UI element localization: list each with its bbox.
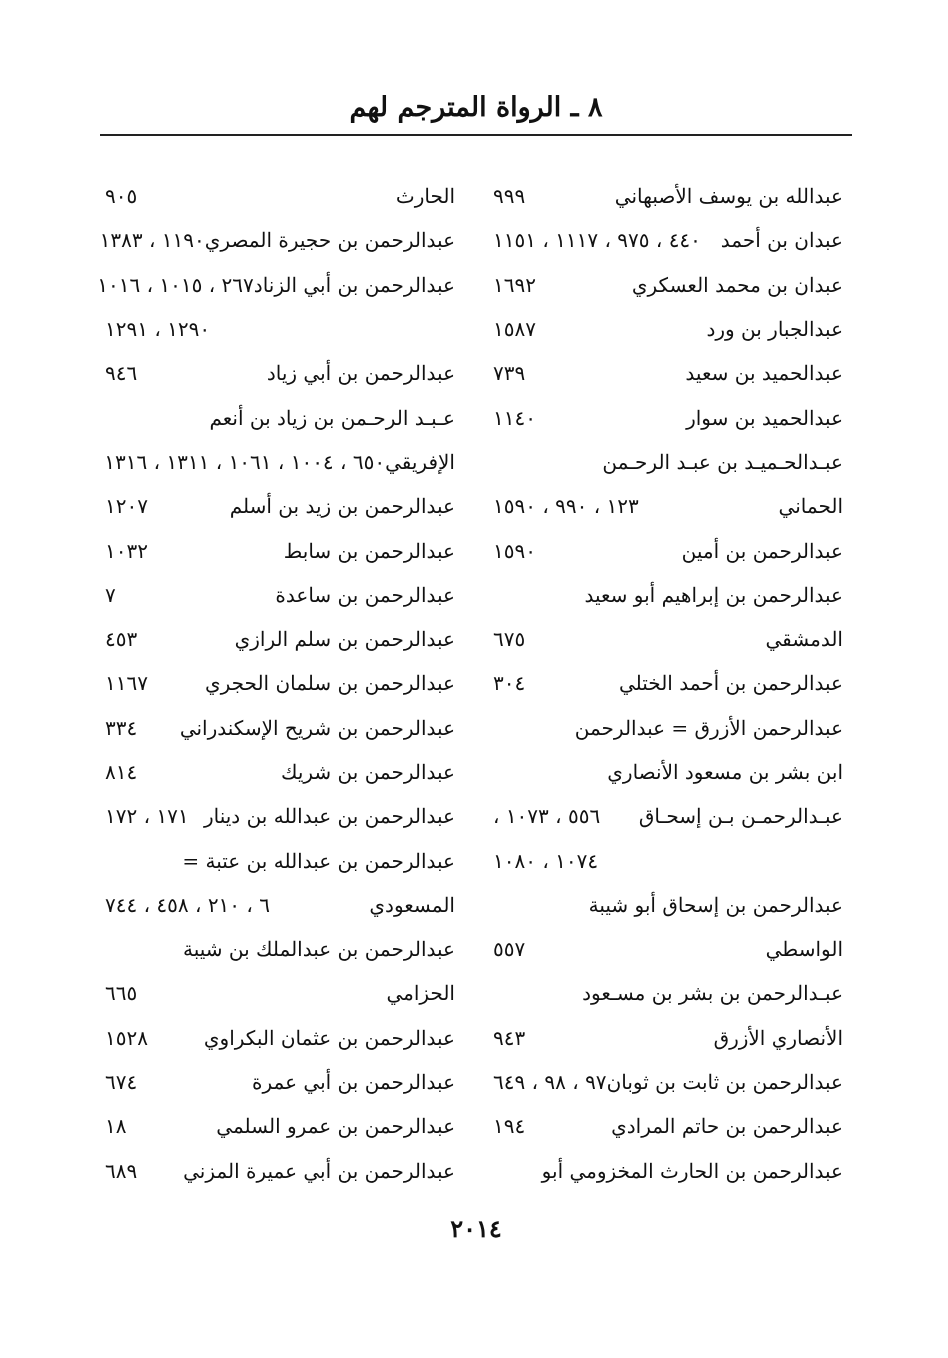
index-entry [493,883,843,927]
entry-numbers: ٦ ، ٢١٠ ، ٤٥٨ ، ٧٤٤ [105,892,270,917]
page-header-title: ٨ ـ الرواة المترجم لهم [349,92,603,123]
entry-name: عبدالرحمن بن أبي عمرة [252,1070,455,1095]
entry-name: عبدالرحمن بن سلمان الحجري [204,671,455,696]
entry-name: عبـدالرحمـن بـن إسحـاق [638,804,843,829]
index-entry [105,573,455,617]
index-entry [105,794,455,838]
entry-numbers: ١٦٩٢ [493,272,536,297]
entry-numbers: ٨١٤ [105,760,138,784]
entry-numbers: ١١٦٧ [105,671,148,696]
entry-name: عبدالرحمن بن سلم الرازي [234,627,455,652]
index-entry [105,484,455,528]
entry-numbers: ١٩٤ [493,1114,526,1139]
index-entry [493,706,843,750]
right-column [493,174,843,1193]
index-entry [105,440,455,484]
entry-name: عبدالرحمن بن حجيرة المصري [204,228,455,253]
entry-name: عبدان بن أحمد [720,228,843,253]
index-entry [105,174,455,218]
entry-name: عبدالرحمن بن أبي عميرة المزني [183,1158,455,1183]
entry-name: عبـدالحـميـد بن عبـد الرحـمن [602,449,843,474]
entry-numbers: ٢٦٧ ، ١٠١٥ ، ١٠١٦ [97,272,254,297]
index-entry [493,1104,843,1148]
entry-numbers: ١٢٣ ، ٩٩٠ ، ١٥٩٠ [493,494,639,519]
entry-name: الواسطي [765,937,843,962]
index-entry [105,1149,455,1193]
index-entry [105,1060,455,1104]
entry-name: عبدالرحمن بن عبدالله بن عتبة = [182,848,455,873]
entry-numbers: ٦٧٥ [493,627,526,652]
index-entry [97,263,455,307]
entry-numbers: ٦٥٠ ، ١٠٠٤ ، ١٠٦١ ، ١٣١١ ، ١٣١٦ [104,449,386,474]
index-entry [105,750,455,794]
entry-numbers: ٩٠٥ [105,184,138,209]
entry-name: عبدالجبار بن ورد [706,317,843,342]
entry-numbers: ١٢٩٠ ، ١٢٩١ [105,317,211,342]
entry-numbers: ٤٤٠ ، ٩٧٥ ، ١١١٧ ، ١١٥١ [493,228,701,253]
index-entry [493,218,843,262]
index-entry [493,927,843,971]
entry-name: عبـدالرحمن بن بشر بن مسـعود [582,981,843,1006]
index-entry [105,395,455,439]
index-entry [493,617,843,661]
entry-numbers: ١٠٧٤ ، ١٠٨٠ [493,848,599,873]
index-entry [493,1060,843,1104]
index-entry [493,440,843,484]
index-entry [105,971,455,1015]
index-entry [105,838,455,882]
entry-numbers: ١٥٨٧ [493,317,536,342]
index-entry [105,1104,455,1148]
entry-numbers: ٤٥٣ [105,627,138,652]
entry-numbers: ٧٣٩ [493,361,526,386]
entry-name: عبدالحميد بن سوار [686,405,843,430]
entry-name: الحماني [778,494,843,519]
entry-name: عبدالرحمن بن سابط [283,538,455,563]
entry-name: عبدان بن محمد العسكري [631,272,843,297]
index-entry [493,307,843,351]
entry-numbers: ١٧١ ، ١٧٢ [105,804,189,829]
index-entry [105,706,455,750]
entry-name: عبدالرحمن بن أحمد الختلي [618,671,843,696]
entry-numbers: ٩٧ ، ٩٨ ، ٦٤٩ [493,1070,607,1095]
entry-name: عبدالرحمن بن عبدالله بن دينار [203,804,455,829]
entry-numbers: ١١٤٠ [493,405,536,430]
index-entry [105,617,455,661]
entry-numbers: ٦٦٥ [105,981,138,1006]
entry-name: الحارث [395,184,455,209]
left-column [97,174,455,1193]
entry-numbers: ٧ [105,582,116,607]
index-entry [105,661,455,705]
entry-name: الحزامي [386,981,455,1006]
entry-name: عـبـد الرحـمن بن زياد بن أنعم [209,405,455,430]
index-entry [493,528,843,572]
index-entry [493,573,843,617]
entry-name: عبدالرحمن بن شريك [280,760,455,784]
entry-numbers: ١٨ [105,1114,127,1139]
header-rule [100,134,852,136]
index-entry [493,750,843,794]
entry-numbers: ٣٣٤ [105,715,138,740]
index-entry [105,307,455,351]
entry-name: المسعودي [369,892,455,917]
entry-name: الإفريقي [385,449,455,474]
index-entry [105,528,455,572]
index-entry [99,218,455,262]
entry-name: عبدالله بن يوسف الأصبهاني [614,184,843,209]
entry-numbers: ١٥٩٠ [493,538,536,563]
index-entry [493,395,843,439]
entry-name: عبدالرحمن بن أبي زياد [266,361,455,386]
entry-numbers: ١١٩٠ ، ١٣٨٣ [99,228,205,253]
index-entry [493,1149,843,1193]
index-entry [493,661,843,705]
index-entry [493,484,843,528]
entry-numbers: ٦٧٤ [105,1070,138,1095]
index-entry [493,1016,843,1060]
index-entry [493,263,843,307]
entry-name: عبدالرحمن بن عثمان البكراوي [203,1025,455,1050]
index-entry [493,174,843,218]
entry-name: عبدالرحمن بن ثابت بن ثوبان [606,1070,843,1095]
entry-name: ابن بشر بن مسعود الأنصاري [607,760,843,784]
index-entry [493,971,843,1015]
entry-numbers: ٦٨٩ [105,1158,138,1183]
entry-name: عبدالرحمن بن ساعدة [275,582,455,607]
entry-name: الأنصاري الأزرق [713,1025,843,1050]
entry-numbers: ١٥٢٨ [105,1025,148,1050]
entry-name: الدمشقي [765,627,843,652]
entry-name: عبدالحميد بن سعيد [685,361,843,386]
entry-name: عبدالرحمن بن الحارث المخزومي أبو [541,1158,843,1183]
entry-name: عبدالرحمن بن أمين [681,538,843,563]
entry-numbers: ١٢٠٧ [105,494,148,519]
entry-name: عبدالرحمن بن أبي الزناد [253,272,455,297]
entry-numbers: ٩٤٣ [493,1025,526,1050]
index-entry [105,883,455,927]
page-number: ٢٠١٤ [450,1214,502,1243]
entry-numbers: ٣٠٤ [493,671,526,696]
entry-numbers: ١٠٣٢ [105,538,148,563]
entry-numbers: ٩٩٩ [493,184,526,209]
index-entry [493,838,843,882]
entry-name: عبدالرحمن بن شريح الإسكندراني [179,715,455,740]
entry-name: عبدالرحمن بن إبراهيم أبو سعيد [584,582,843,607]
index-entry [105,927,455,971]
entry-numbers: ٥٥٦ ، ١٠٧٣ ، [493,804,601,829]
index-entry [105,1016,455,1060]
entry-name: عبدالرحمن بن إسحاق أبو شيبة [588,892,843,917]
entry-numbers: ٩٤٦ [105,361,138,386]
index-entry [493,794,843,838]
entry-numbers: ٥٥٧ [493,937,526,962]
entry-name: عبدالرحمن بن زيد بن أسلم [229,494,455,519]
entry-name: عبدالرحمن بن حاتم المرادي [611,1114,843,1139]
entry-name: عبدالرحمن بن عمرو السلمي [216,1114,455,1139]
index-entry [493,351,843,395]
index-entry [105,351,455,395]
entry-name: عبدالرحمن الأزرق = عبدالرحمن [574,715,843,740]
entry-name: عبدالرحمن بن عبدالملك بن شيبة [182,937,455,962]
